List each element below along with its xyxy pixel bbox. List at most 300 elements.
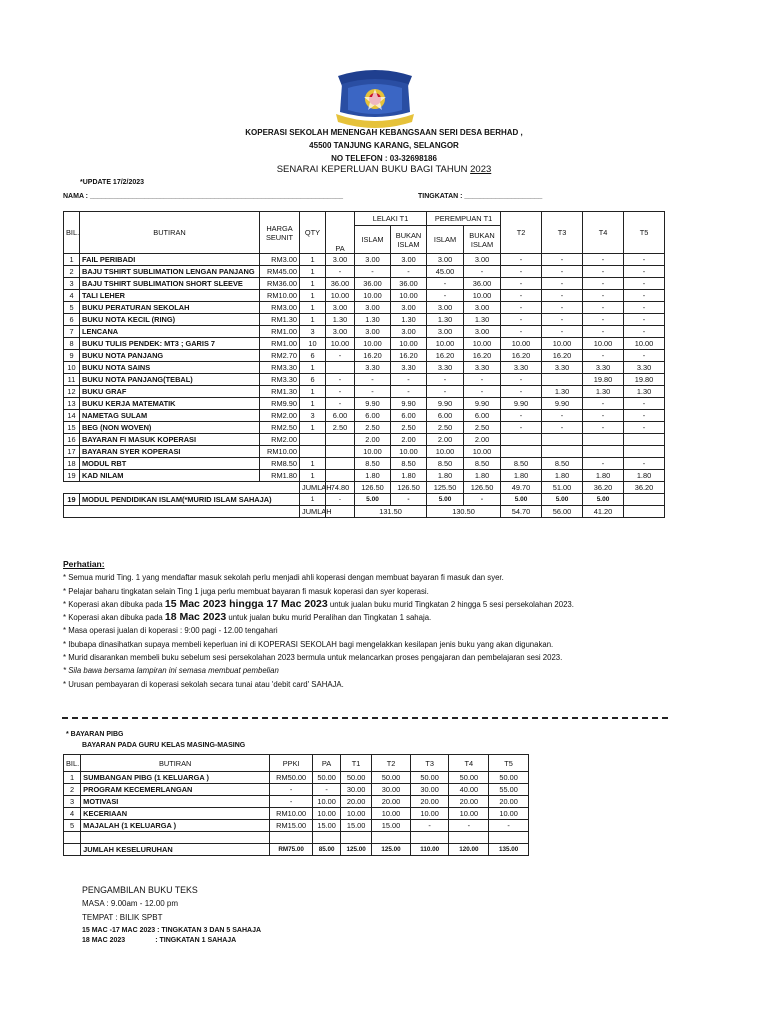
note-3-c: untuk jualan buku murid Tingkatan 2 hingga 5 sesi persekolahan 2023. [327,599,574,609]
item-name: BUKU NOTA PANJANG(TEBAL) [80,374,260,386]
table-row [64,434,665,446]
table-cell [326,470,355,482]
note-8: * Sila bawa bersama lampiran ini semasa membuat pembelian [63,666,279,676]
jumlah-label: JUMLAH [300,482,326,494]
item-name: MODUL RBT [80,458,260,470]
buku-teks-line-2-date: 18 MAC 2023 [82,937,126,944]
table-cell: 17 [64,446,80,458]
table-cell: RM1.80 [260,470,300,482]
pibg-col-header: T5 [489,755,529,772]
table-cell: 55.00 [489,784,529,796]
table-cell: 19 [64,470,80,482]
table-cell: 13 [64,398,80,410]
item-name: LENCANA [80,326,260,338]
table-cell [542,434,583,446]
table-cell: 10 [300,338,326,350]
school-crest-logo [334,66,416,132]
table-cell: 2.50 [464,422,501,434]
pibg-header-row [64,755,529,772]
table-cell: 19.80 [583,374,624,386]
jumlah-label: JUMLAH [300,506,326,518]
pibg-total-row [64,844,529,856]
table-cell: 10.00 [464,290,501,302]
table-cell: 50.00 [341,772,372,784]
table-cell: 30.00 [372,784,411,796]
table-cell: 1.80 [542,470,583,482]
pibg-col-header: T3 [410,755,449,772]
item-name: PROGRAM KECEMERLANGAN [81,784,270,796]
table-cell: - [583,314,624,326]
table-cell: - [501,290,542,302]
table-cell: - [542,422,583,434]
table-cell: 3.30 [391,362,427,374]
table-row [64,386,665,398]
pibg-title: * BAYARAN PIBG [66,731,124,738]
table-row [64,784,529,796]
table-cell: - [464,386,501,398]
table-cell: 1 [300,362,326,374]
table-cell: 19 [64,494,80,506]
jumlah-value: 126.50 [355,482,391,494]
table-cell: - [326,386,355,398]
table-cell: 20.00 [449,796,489,808]
table-cell: 19.80 [624,374,665,386]
table-cell: 10.00 [391,446,427,458]
blank-cell [341,832,372,844]
col-perempuan-islam: ISLAM [427,226,464,254]
note-7: * Murid disarankan membeli buku sebelum sesi persekolahan 2023 bermula untuk melancarkan proses pengajaran dan pembelajaran sesi 2023. [63,653,563,663]
table-cell: - [489,820,529,832]
buku-teks-line-2 [82,937,236,944]
table-cell: - [624,302,665,314]
item-name: BUKU GRAF [80,386,260,398]
pibg-table-body [64,772,529,856]
table-cell: - [624,266,665,278]
note-4-a: * Koperasi akan dibuka pada [63,613,165,623]
table-cell: 9.90 [464,398,501,410]
table-cell: 50.00 [372,772,411,784]
table-cell: 1.30 [464,314,501,326]
table-cell: 9 [64,350,80,362]
item-name: FAIL PERIBADI [80,254,260,266]
total-value: 125.00 [341,844,372,856]
table-cell: 6.00 [464,410,501,422]
note-6: * Ibubapa dinasihatkan supaya membeli keperluan ini di KOPERASI SEKOLAH bagi mengelakkan kesilapan jenis buku yang akan digunakan. [63,639,554,649]
total-value: RM75.00 [270,844,313,856]
table-cell: 1 [300,398,326,410]
table-cell: - [542,302,583,314]
table-cell: 10.00 [355,446,391,458]
items-table [63,211,665,518]
note-3-a: * Koperasi akan dibuka pada [63,599,165,609]
table-cell: - [464,266,501,278]
buku-teks-line-1: 15 MAC -17 MAC 2023 : TINGKATAN 3 DAN 5 SAHAJA [82,927,262,934]
table-cell: - [583,398,624,410]
table-cell: - [624,350,665,362]
table-cell: - [427,374,464,386]
table-cell: 4 [64,808,81,820]
total-value: 125.00 [372,844,411,856]
table-cell: 1 [300,290,326,302]
item-name: KAD NILAM [80,470,260,482]
note-9: * Urusan pembayaran di koperasi sekolah secara tunai atau 'debit card' SAHAJA. [63,679,344,689]
jumlah-value: 126.50 [391,482,427,494]
table-cell: 3.00 [427,302,464,314]
table-cell: - [542,326,583,338]
table-cell: 3 [300,326,326,338]
table-cell: 1.30 [355,314,391,326]
table-cell: 2.50 [391,422,427,434]
table-cell: 3.00 [355,326,391,338]
table-row [64,254,665,266]
item-name: BAYARAN FI MASUK KOPERASI [80,434,260,446]
modul-row [64,494,665,506]
note-4 [63,611,703,624]
pibg-col-header: BUTIRAN [81,755,270,772]
table-cell: 3.00 [464,326,501,338]
table-cell: RM2.00 [260,410,300,422]
table-cell: - [501,374,542,386]
table-cell [326,446,355,458]
table-cell: - [583,410,624,422]
table-cell: 7 [64,326,80,338]
title-prefix: SENARAI KEPERLUAN BUKU BAGI TAHUN [276,164,471,175]
table-cell: 9.90 [542,398,583,410]
table-cell: - [270,784,313,796]
table-cell: - [355,386,391,398]
table-row [64,398,665,410]
blank-cell [372,832,411,844]
table-row [64,446,665,458]
table-cell: 9.90 [427,398,464,410]
table-cell: RM2.00 [260,434,300,446]
table-cell: 20.00 [489,796,529,808]
table-cell: 10.00 [372,808,411,820]
table-cell: 50.00 [410,772,449,784]
table-cell: RM3.30 [260,362,300,374]
table-cell: 9.90 [391,398,427,410]
table-row [64,266,665,278]
table-cell: RM2.50 [260,422,300,434]
table-cell: RM1.30 [260,386,300,398]
table-cell: 2.00 [464,434,501,446]
table-cell: 5.00 [583,494,624,506]
table-cell: - [624,398,665,410]
table-cell: RM36.00 [260,278,300,290]
table-cell: 3.00 [326,302,355,314]
table-cell [501,434,542,446]
table-cell: 1 [300,314,326,326]
table-cell: 2.00 [427,434,464,446]
table-cell: 6 [300,350,326,362]
item-name: BUKU KERJA MATEMATIK [80,398,260,410]
table-cell [542,374,583,386]
table-cell: 1 [300,386,326,398]
cut-line-divider [62,717,668,719]
table-cell: 15.00 [341,820,372,832]
table-row [64,314,665,326]
table-cell: - [501,254,542,266]
update-date: *UPDATE 17/2/2023 [80,179,145,186]
table-cell: - [501,326,542,338]
table-cell: - [624,458,665,470]
table-cell: RM10.00 [260,290,300,302]
jumlah-value: 54.70 [501,506,542,518]
table-cell: 10.00 [449,808,489,820]
table-cell: - [410,820,449,832]
table-cell: - [583,326,624,338]
blank-cell [270,832,313,844]
table-cell: 10 [64,362,80,374]
table-cell: 2.50 [355,422,391,434]
pibg-subtitle: BAYARAN PADA GURU KELAS MASING-MASING [82,742,246,749]
table-cell: - [624,278,665,290]
table-cell: 6 [64,314,80,326]
table-cell: 3.00 [326,254,355,266]
table-cell: - [270,796,313,808]
table-cell: 1.80 [355,470,391,482]
jumlah-value: 74.80 [326,482,355,494]
table-cell: RM3.00 [260,302,300,314]
col-t4: T4 [583,212,624,254]
table-cell: 16.20 [355,350,391,362]
table-cell: 1.80 [583,470,624,482]
table-cell: 10.00 [391,290,427,302]
table-cell: 8 [64,338,80,350]
col-t2: T2 [501,212,542,254]
item-name: BUKU NOTA PANJANG [80,350,260,362]
blank-cell [64,832,81,844]
table-row [64,772,529,784]
table-cell: - [583,458,624,470]
table-cell: 14 [64,410,80,422]
table-cell: 8.50 [355,458,391,470]
table-row [64,326,665,338]
notes-heading: Perhatian: [63,559,105,569]
table-cell: - [501,266,542,278]
table-cell: 10.00 [391,338,427,350]
org-name: KOPERASI SEKOLAH MENENGAH KEBANGSAAN SERI DESA BERHAD , [245,128,523,137]
table-cell: - [583,350,624,362]
table-cell [326,362,355,374]
table-row [64,278,665,290]
table-cell: 3.00 [464,254,501,266]
table-row [64,796,529,808]
table-cell: 3 [64,796,81,808]
table-cell: - [583,266,624,278]
table-row [64,808,529,820]
table-cell: 50.00 [313,772,341,784]
buku-teks-line-2-text: : TINGKATAN 1 SAHAJA [155,937,237,944]
table-cell: RM10.00 [270,808,313,820]
table-row [64,302,665,314]
table-cell: 8.50 [542,458,583,470]
table-cell: RM8.50 [260,458,300,470]
table-cell: 10.00 [326,290,355,302]
table-cell: - [355,374,391,386]
table-row [64,410,665,422]
total-value [64,844,81,856]
table-cell: 1 [64,772,81,784]
table-cell: RM1.00 [260,326,300,338]
table-cell: RM9.90 [260,398,300,410]
jumlah-value: 56.00 [542,506,583,518]
blank-cell [81,832,270,844]
table-cell: - [464,374,501,386]
table-cell [624,434,665,446]
table-cell: 15.00 [372,820,411,832]
col-perempuan-bukan-islam: BUKAN ISLAM [464,226,501,254]
table-cell: 10.00 [427,338,464,350]
table-cell: 36.00 [464,278,501,290]
table-cell: 10.00 [624,338,665,350]
table-cell: - [624,254,665,266]
table-cell: - [391,374,427,386]
pibg-col-header: PA [313,755,341,772]
org-phone: NO TELEFON : 03-32698186 [331,154,437,163]
table-cell: 36.00 [391,278,427,290]
note-2: * Pelajar baharu tingkatan selain Ting 1 juga perlu membuat bayaran fi masuk koperasi dan syer koperasi. [63,586,429,596]
spacer-row [64,832,529,844]
table-cell: 3.30 [501,362,542,374]
item-name: KECERIAAN [81,808,270,820]
table-cell: 1 [300,422,326,434]
table-cell: 3.00 [355,302,391,314]
item-name: BAYARAN SYER KOPERASI [80,446,260,458]
col-t5: T5 [624,212,665,254]
table-cell: 1.30 [542,386,583,398]
total-value: 85.00 [313,844,341,856]
table-cell: 20.00 [341,796,372,808]
table-cell: 36.00 [355,278,391,290]
table-row [64,470,665,482]
table-cell: - [624,422,665,434]
table-cell: - [583,290,624,302]
jumlah-value: 49.70 [501,482,542,494]
blank-cell [449,832,489,844]
nama-field-label: NAMA : _________________________________________________________________ [63,193,344,200]
items-table-body [64,254,665,518]
table-cell: 1 [300,254,326,266]
table-cell [300,434,326,446]
table-cell: 40.00 [449,784,489,796]
table-cell: - [501,302,542,314]
table-row [64,290,665,302]
jumlah-value: 36.20 [583,482,624,494]
table-cell: - [391,266,427,278]
table-cell: 1 [300,494,326,506]
table-cell [300,446,326,458]
notes-section [63,558,703,691]
table-cell: 3.00 [427,326,464,338]
table-cell: 30.00 [341,784,372,796]
table-cell: 16.20 [464,350,501,362]
tingkatan-field-label: TINGKATAN : ____________________ [418,193,543,200]
col-perempuan: PEREMPUAN T1 [427,212,501,226]
table-cell: - [501,314,542,326]
table-cell: 20.00 [410,796,449,808]
table-cell: - [326,398,355,410]
table-cell: 10.00 [355,290,391,302]
note-5: * Masa operasi jualan di koperasi : 9:00 pagi - 12.00 tengahari [63,626,278,636]
table-cell [542,446,583,458]
table-cell: RM1.30 [260,314,300,326]
table-cell: 5.00 [355,494,391,506]
jumlah-value: 130.50 [427,506,501,518]
table-cell: - [501,410,542,422]
table-cell: - [583,254,624,266]
table-cell: 1.30 [624,386,665,398]
item-name: BAJU TSHIRT SUBLIMATION LENGAN PANJANG [80,266,260,278]
col-qty: QTY [300,212,326,254]
col-butiran: BUTIRAN [80,212,260,254]
table-cell: 10.00 [326,338,355,350]
jumlah-value: 41.20 [583,506,624,518]
table-cell: 1 [64,254,80,266]
table-cell: 10.00 [410,808,449,820]
table-cell: - [583,422,624,434]
table-cell: 36.00 [326,278,355,290]
table-cell: - [542,290,583,302]
total-label: JUMLAH KESELURUHAN [81,844,270,856]
table-cell: 3.00 [391,254,427,266]
pibg-col-header: PPKI [270,755,313,772]
item-name: BUKU NOTA SAINS [80,362,260,374]
table-cell: - [427,386,464,398]
item-name: BEG (NON WOVEN) [80,422,260,434]
table-cell: RM2.70 [260,350,300,362]
table-cell [501,446,542,458]
table-cell: 3.30 [583,362,624,374]
table-cell: 10.00 [341,808,372,820]
jumlah-value: 36.20 [624,482,665,494]
table-cell: 9.90 [355,398,391,410]
table-cell: 10.00 [501,338,542,350]
table-cell: 30.00 [410,784,449,796]
table-cell: 18 [64,458,80,470]
table-cell: RM3.00 [260,254,300,266]
table-cell: 3.00 [326,326,355,338]
table-cell: RM10.00 [260,446,300,458]
total-value: 120.00 [449,844,489,856]
table-cell: - [624,290,665,302]
item-name: MOTIVASI [81,796,270,808]
jumlah-row-1 [64,482,665,494]
table-cell: 3 [300,410,326,422]
table-cell: 5.00 [427,494,464,506]
item-name: BAJU TSHIRT SUBLIMATION SHORT SLEEVE [80,278,260,290]
table-cell: 6.00 [355,410,391,422]
col-pa: PA [326,212,355,254]
col-bil: BIL. [64,212,80,254]
table-cell: 1 [300,302,326,314]
table-cell: 5 [64,302,80,314]
table-cell: - [501,422,542,434]
buku-teks-masa: MASA : 9.00am - 12.00 pm [82,899,179,908]
item-name: NAMETAG SULAM [80,410,260,422]
table-cell: - [624,314,665,326]
table-cell: - [542,278,583,290]
table-cell: - [326,494,355,506]
table-cell: - [542,266,583,278]
buku-teks-title: PENGAMBILAN BUKU TEKS [82,885,198,895]
table-cell: 2 [64,266,80,278]
total-value: 110.00 [410,844,449,856]
table-cell: 1 [300,470,326,482]
table-row [64,374,665,386]
pibg-col-header: T2 [372,755,411,772]
table-cell: 6 [300,374,326,386]
